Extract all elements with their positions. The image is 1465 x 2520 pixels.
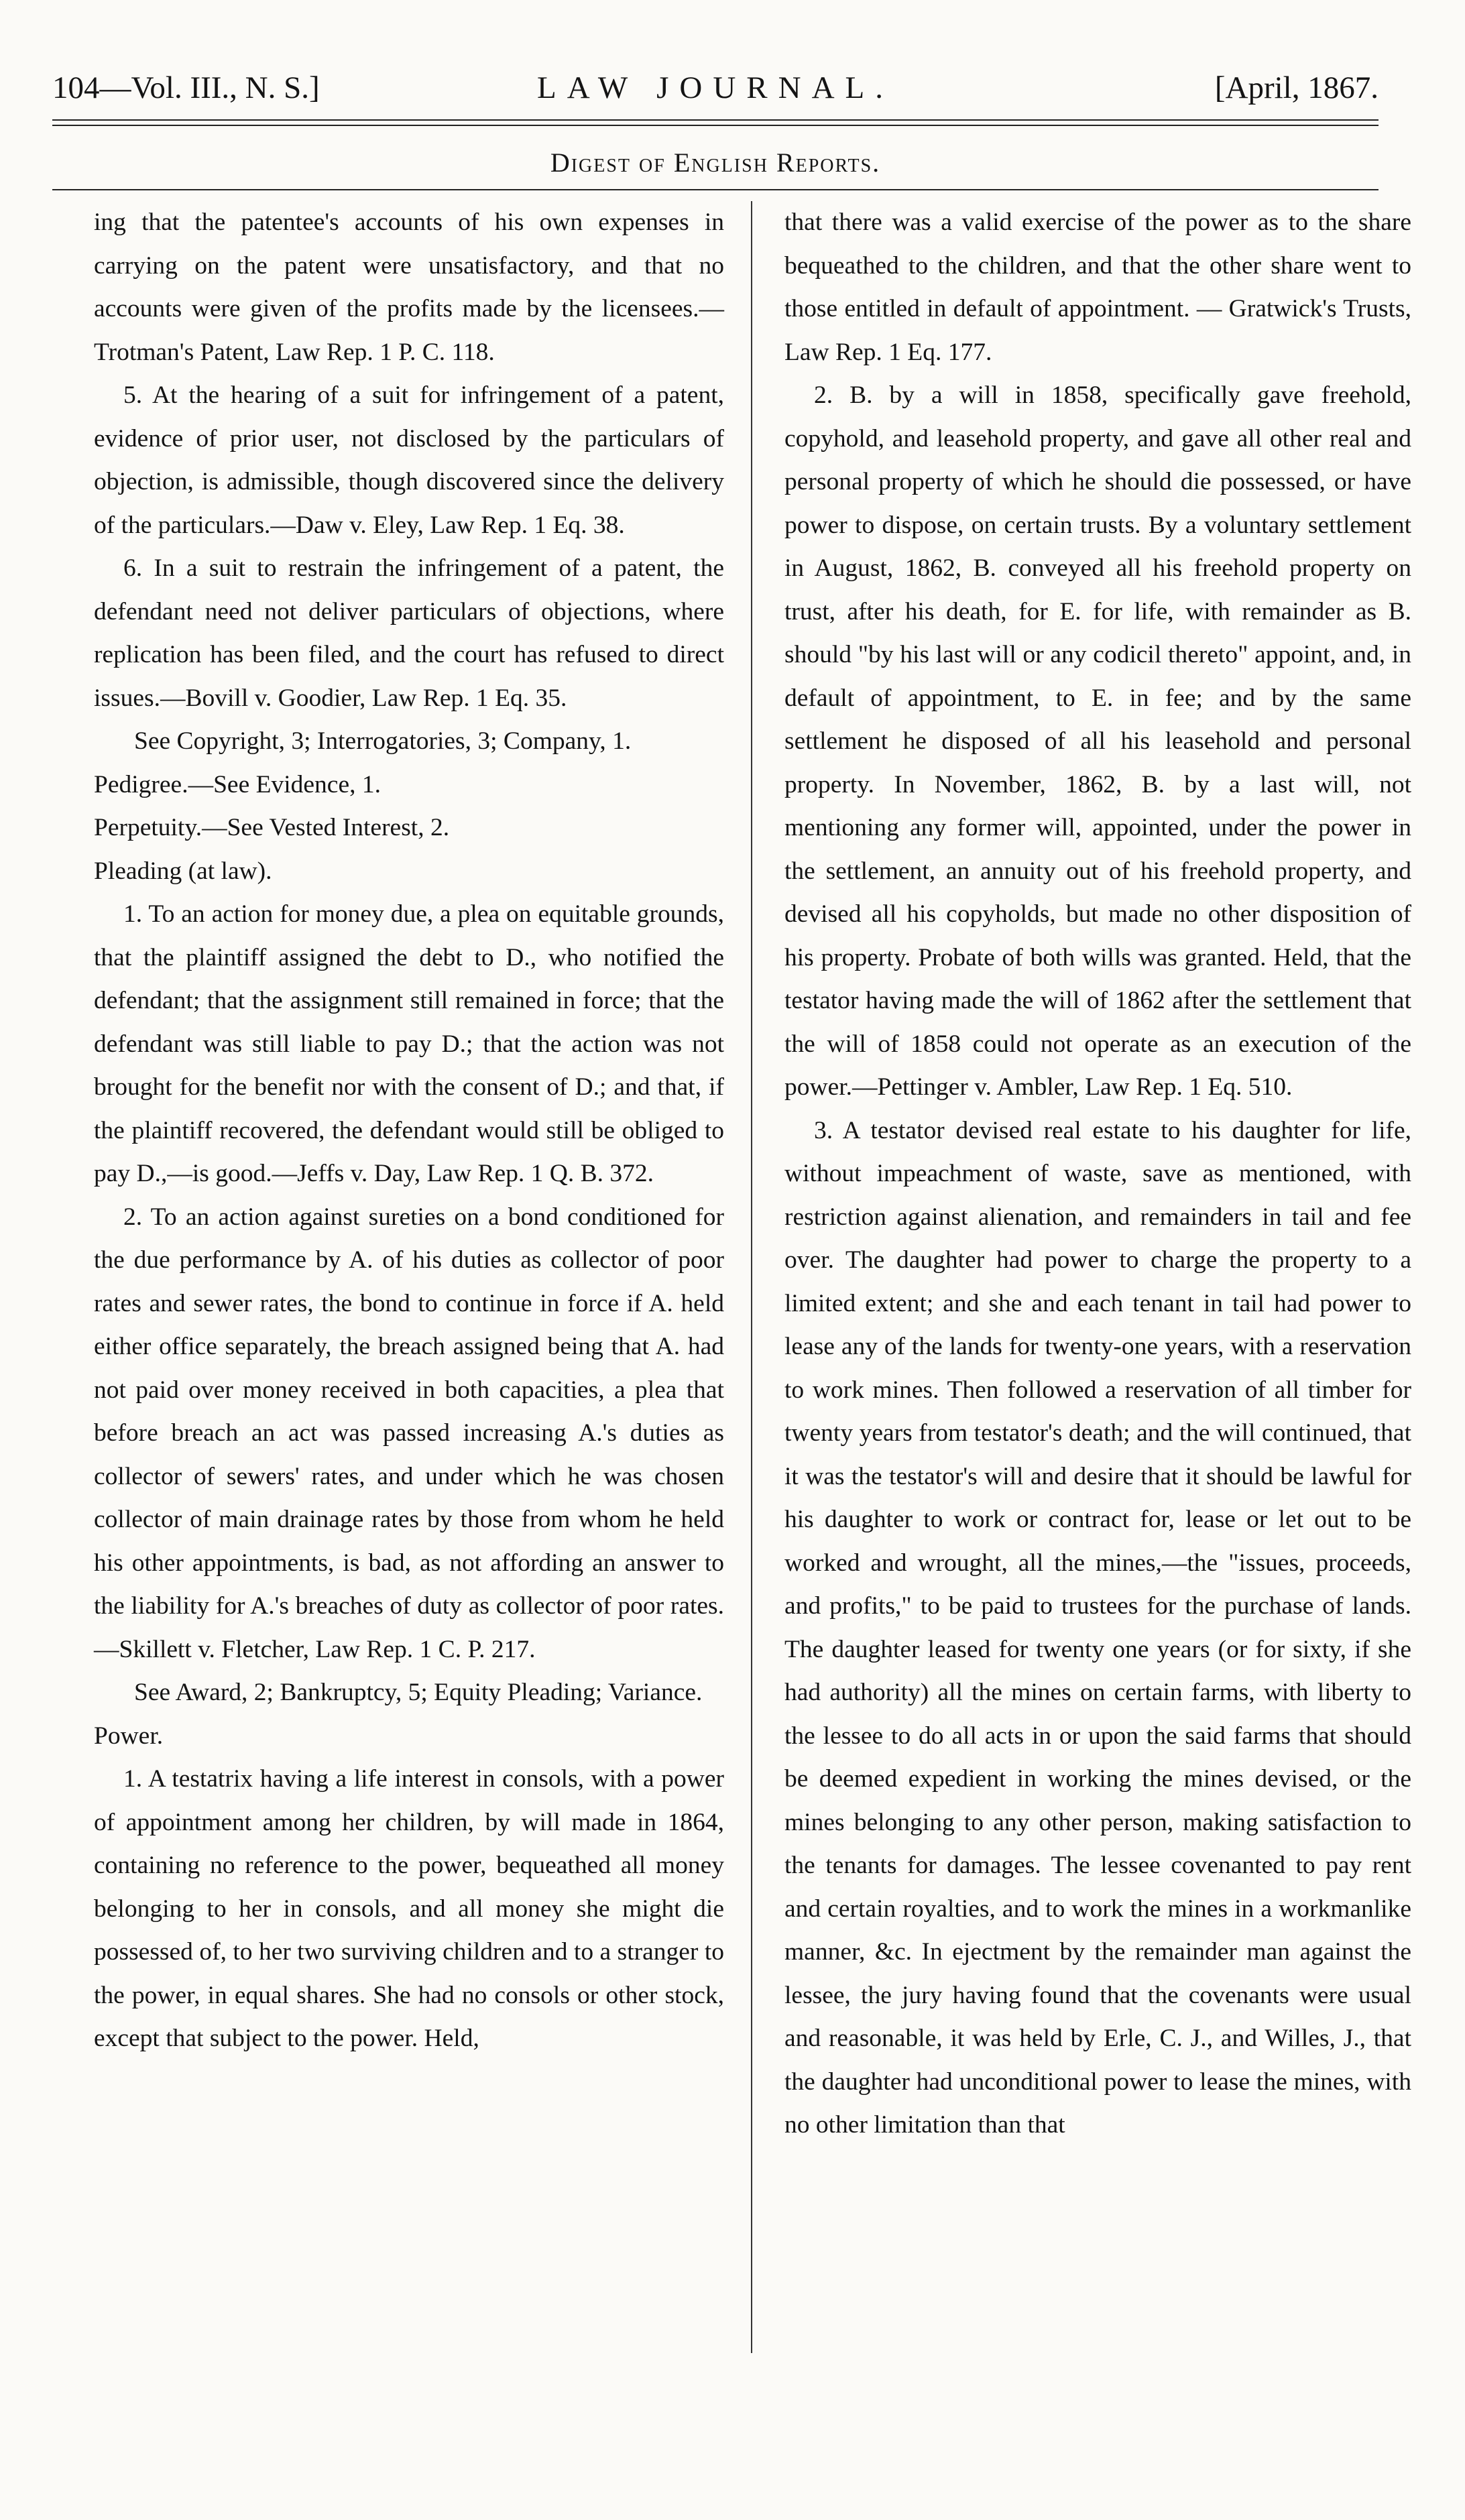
paragraph-power-2: 2. B. by a will in 1858, specifically gave freehold, copyhold, and leasehold property, and gave all other real and personal property of which he should die possessed, or have power to dispose, on certain trusts. By a voluntary settlement in August, 1862, B. conveyed all his freehold property on trust, after his death, for E. for life, with remainder as B. should "by his last will or any codicil thereto" appoint, and, in default of appointment, to E. in fee; and by the same settlement he disposed of all his leasehold and personal property. In November, 1862, B. by a last will, not mentioning any former will, appointed, under the power in the settlement, an annuity out of his freehold property, and devised all his copyholds, but made no other disposition of his property. Probate of both wills was granted. Held, that the testator having made the will of 1862 after the settlement that the will of 1858 could not operate as an execution of the power.—Pettinger v. Ambler, Law Rep. 1 Eq. 510. — [784, 381, 1411, 1101]
cross-reference: See Copyright, 3; Interrogatories, 3; Company, 1. — [134, 727, 632, 755]
column-divider — [751, 201, 752, 2353]
paragraph-continuation: ing that the patentee's accounts of his own expenses in carrying on the patent were unsatisfactory, and that no accounts were given of the profits made by the licensees.—Trotman's Patent, Law Rep. 1 P. C. 118. — [94, 208, 724, 366]
heading-pleading: Pleading (at law). — [94, 857, 272, 885]
page-number-volume: 104—Vol. III., N. S.] — [52, 70, 320, 105]
left-column — [94, 201, 724, 2061]
heading-pedigree: Pedigree.—See Evidence, 1. — [94, 770, 381, 798]
paragraph-pleading-2: 2. To an action against sureties on a bond conditioned for the due performance by A. of his duties as collector of poor rates and sewer rates, the bond to continue in force if A. held either office separately, the breach assigned being that A. had not paid over money received in both capacities, a plea that before breach an act was passed increasing A.'s duties as collector of sewers' rates, and under which he was chosen collector of main drainage rates by those from whom he held his other appointments, is bad, as not affording an answer to the liability for A.'s breaches of duty as collector of poor rates.—Skillett v. Fletcher, Law Rep. 1 C. P. 217. — [94, 1203, 724, 1663]
right-column — [784, 201, 1411, 2147]
section-title: Digest of English Reports. — [550, 147, 881, 178]
paragraph-power-3: 3. A testator devised real estate to his daughter for life, without impeachment of waste, save as mentioned, with restriction against alienation, and remainders in tail and fee over. The daughter had power to charge the property to a limited extent; and she and each tenant in tail had power to lease any of the lands for twenty-one years, with a reservation to work mines. Then followed a reservation of all timber for twenty years from testator's death; and the will continued, that it was the testator's will and desire that it should be lawful for his daughter to work or contract for, lease or let out to be worked and wrought, all the mines,—the "issues, proceeds, and profits," to be paid to trustees for the purchase of lands. The daughter leased for twenty one years (or for sixty, if she had authority) all the mines on certain farms, with liberty to the lessee to do all acts in or upon the said farms that should be deemed expedient in working the mines devised, or the mines belonging to any other person, making satisfaction to the tenants for damages. The lessee covenanted to pay rent and certain royalties, and to work the mines in a workmanlike manner, &c. In ejectment by the remainder man against the lessee, the jury having found that the covenants were usual and reasonable, it was held by Erle, C. J., and Willes, J., that the daughter had unconditional power to lease the mines, with no other limitation than that — [784, 1116, 1411, 2139]
paragraph-continuation: that there was a valid exercise of the power as to the share bequeathed to the children, and that the other share went to those entitled in default of appointment. — Gratwick's Trusts, Law Rep. 1 Eq. 177. — [784, 208, 1411, 366]
header-rule-bottom — [52, 125, 1379, 126]
running-head — [52, 64, 1379, 111]
header-rule-top — [52, 119, 1379, 121]
paragraph-pleading-1: 1. To an action for money due, a plea on equitable grounds, that the plaintiff assigned the debt to D., who notified the defendant; that the assignment still remained in force; that the defendant was still liable to pay D.; that the action was not brought for the benefit nor with the consent of D.; and that, if the plaintiff recovered, the defendant would still be obliged to pay D.,—is good.—Jeffs v. Day, Law Rep. 1 Q. B. 372. — [94, 900, 724, 1187]
heading-perpetuity: Perpetuity.—See Vested Interest, 2. — [94, 814, 450, 841]
heading-power: Power. — [94, 1722, 164, 1750]
paragraph-power-1: 1. A testatrix having a life interest in consols, with a power of appointment among her children, by will made in 1864, containing no reference to the power, bequeathed all money belonging to her in consols, and all money she might die possessed of, to her two surviving children and to a stranger to the power, in equal shares. She had no consols or other stock, except that subject to the power. Held, — [94, 1765, 724, 2052]
paragraph-patent-6: 6. In a suit to restrain the infringement of a patent, the defendant need not deliver particulars of objections, where replication has been filed, and the court has refused to direct issues.—Bovill v. Goodier, Law Rep. 1 Eq. 35. — [94, 554, 724, 712]
section-rule — [52, 189, 1379, 190]
paragraph-patent-5: 5. At the hearing of a suit for infringement of a patent, evidence of prior user, not disclosed by the particulars of objection, is admissible, though discovered since the delivery of the particulars.—Daw v. Eley, Law Rep. 1 Eq. 38. — [94, 381, 724, 539]
issue-date: [April, 1867. — [1214, 70, 1379, 105]
journal-title: LAW JOURNAL. — [536, 70, 894, 105]
cross-reference: See Award, 2; Bankruptcy, 5; Equity Pleading; Variance. — [134, 1679, 703, 1706]
